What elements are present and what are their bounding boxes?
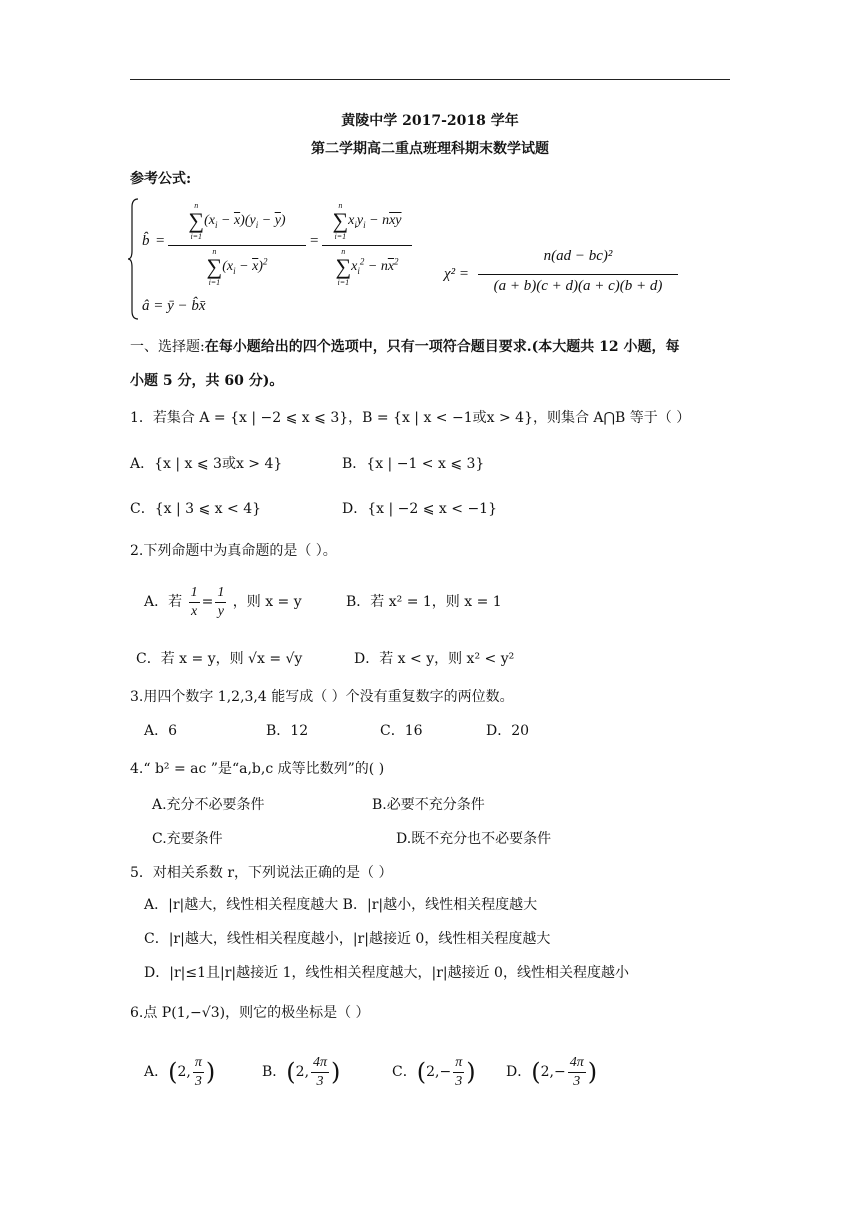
- q6-option-c: C．(2,− $\frac{\pi}{3}$ ): [392, 1054, 476, 1089]
- q2-option-a: A．若 $\frac{1}{x}$ = $\frac{1}{y}$ ，则 x = y: [144, 584, 302, 619]
- q6-option-b: B．(2, $\frac{4\pi}{3}$ ): [262, 1054, 341, 1089]
- section-heading-line2: 小题 5 分，共 60 分)。: [130, 373, 284, 389]
- question-6-stem: 6.点 P(1,−√3)，则它的极坐标是（ ）: [130, 1005, 370, 1021]
- section-heading: 一、选择题:在每小题给出的四个选项中，只有一项符合题目要求.(本大题共 12 小题，每: [130, 339, 680, 355]
- a-hat-line: â = ȳ − b̂x̄: [142, 298, 206, 314]
- q4-option-b: B.必要不充分条件: [372, 797, 485, 813]
- question-4-stem: 4.“ b² = ac ”是“a,b,c 成等比数列”的( ): [130, 761, 385, 777]
- q6-option-a: A．(2, $\frac{\pi}{3}$ ): [144, 1054, 216, 1089]
- exam-title-line1: 黄陵中学 2017-2018 学年: [341, 113, 519, 129]
- q5-option-c: C．|r|越大，线性相关程度越小，|r|越接近 0，线性相关程度越大: [144, 931, 551, 947]
- q4-option-a: A.充分不必要条件: [152, 797, 265, 813]
- q3-option-b: B．12: [266, 723, 309, 739]
- q5-option-d: D．|r|≤1且|r|越接近 1，线性相关程度越大，|r|越接近 0，线性相关程度越小: [144, 965, 629, 981]
- q2-option-c: C．若 x = y，则 √x = √y: [136, 651, 303, 667]
- q3-option-d: D．20: [486, 723, 530, 739]
- q4-option-d: D.既不充分也不必要条件: [396, 831, 552, 847]
- regression-formula: b̂ = n ∑ i=1 $(x_i - \overline{x})(y_i - \overline{y})$ n ∑ i=1 $(x_i - \overline{x})^2$ = n ∑ i=1 $x_iy_i - n\overline{xy}$ n ∑ i=1 $x_i^2 - n\overline{x}^2$ â = ȳ − b̂x̄: [128, 197, 418, 322]
- chi-square-formula: χ² = n(ad − bc)² (a + b)(c + d)(a + c)(b + d): [444, 248, 684, 304]
- q3-option-a: A．6: [144, 723, 178, 739]
- q4-option-c: C.充要条件: [152, 831, 223, 847]
- q3-option-c: C．16: [380, 723, 423, 739]
- q1-option-d: D．{x | −2 ⩽ x < −1}: [342, 501, 497, 517]
- question-1-stem: 1．若集合 A = {x | −2 ⩽ x ⩽ 3}，B = {x | x < −1或x > 4}，则集合 A⋂B 等于（ ）: [130, 410, 691, 426]
- question-5-stem: 5．对相关系数 r，下列说法正确的是（ ）: [130, 865, 393, 881]
- q2-option-b: B．若 x² = 1，则 x = 1: [346, 594, 502, 610]
- q5-option-ab: A．|r|越大，线性相关程度越大 B．|r|越小，线性相关程度越大: [144, 897, 538, 913]
- q2-option-d: D．若 x < y，则 x² < y²: [354, 651, 515, 667]
- formula-label: 参考公式:: [130, 171, 192, 187]
- q1-option-c: C．{x | 3 ⩽ x < 4}: [130, 501, 262, 517]
- top-rule: [130, 79, 730, 80]
- question-3-stem: 3.用四个数字 1,2,3,4 能写成（ ）个没有重复数字的两位数。: [130, 689, 514, 705]
- left-brace: [128, 197, 140, 321]
- question-2-stem: 2.下列命题中为真命题的是（ ）。: [130, 543, 337, 559]
- q1-option-a: A．{x | x ⩽ 3或x > 4}: [130, 456, 283, 472]
- b-hat: b̂: [142, 233, 150, 249]
- q1-option-b: B．{x | −1 < x ⩽ 3}: [342, 456, 485, 472]
- exam-title-line2: 第二学期高二重点班理科期末数学试题: [311, 141, 549, 157]
- q6-option-d: D．(2,− $\frac{4\pi}{3}$ ): [506, 1054, 598, 1089]
